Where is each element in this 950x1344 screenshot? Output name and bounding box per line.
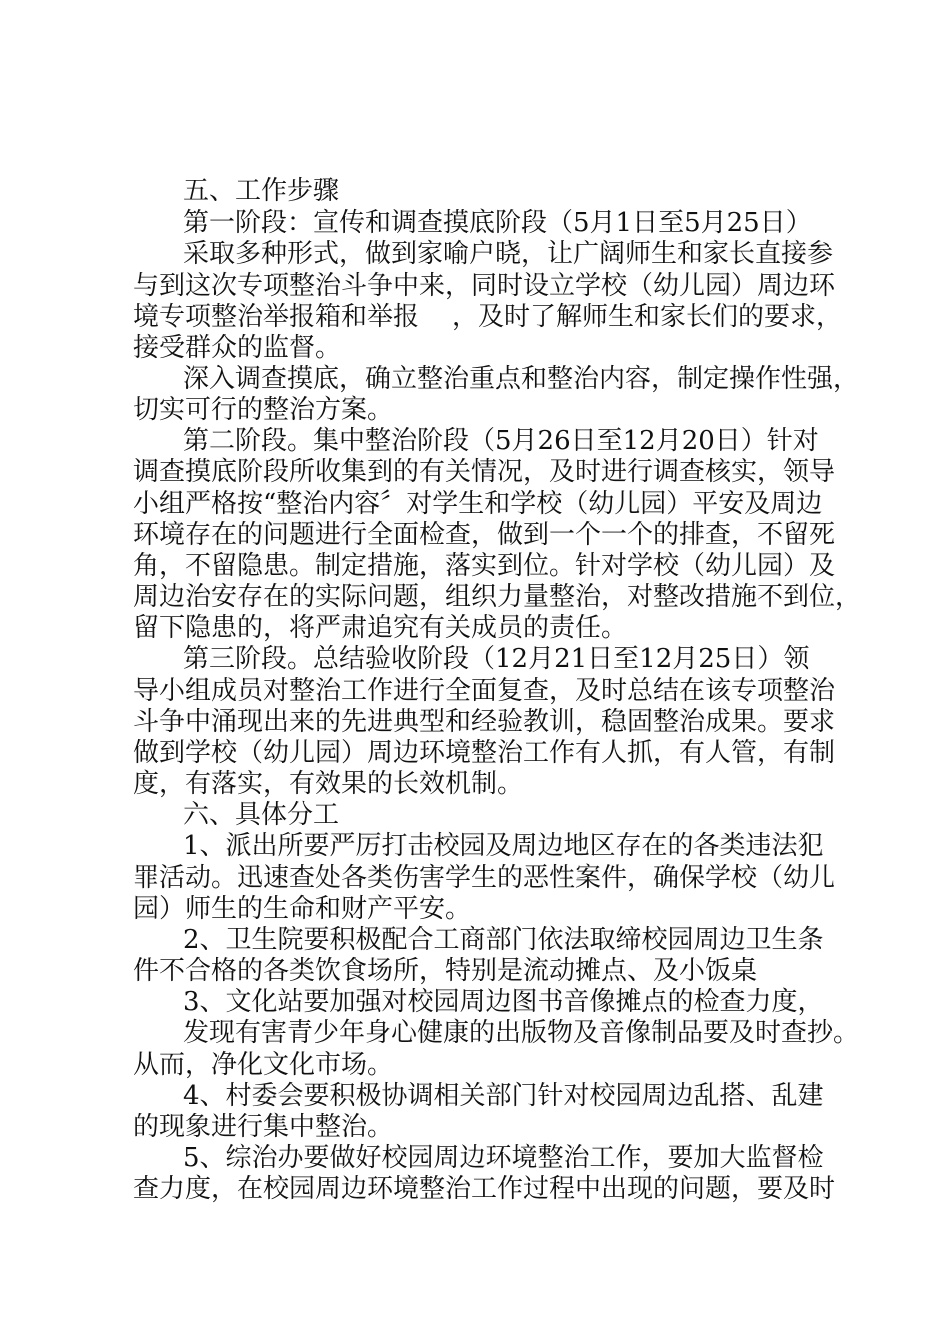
paragraph-line: 角，不留隐患。制定措施，落实到位。针对学校（幼儿园）及 (133, 551, 836, 581)
paragraph-line: 斗争中涌现出来的先进典型和经验教训，稳固整治成果。要求 (133, 707, 836, 737)
paragraph-line: 罪活动。迅速查处各类伤害学生的恶性案件，确保学校（幼儿 (133, 863, 836, 893)
section-heading: 六、具体分工 (183, 800, 340, 830)
paragraph-line: 留下隐患的，将严肃追究有关成员的责任。 (133, 613, 628, 643)
paragraph-line: 发现有害青少年身心健康的出版物及音像制品要及时查抄。 (183, 1018, 860, 1048)
paragraph-line: 3、文化站要加强对校园周边图书音像摊点的检查力度， (183, 987, 824, 1017)
paragraph-line: 第三阶段。总结验收阶段（12月21日至12月25日）领 (183, 644, 810, 674)
paragraph-line: 小组严格按“整治内容〞对学生和学校（幼儿园）平安及周边 (133, 489, 823, 519)
paragraph-line: 件不合格的各类饮食场所，特别是流动摊点、及小饭桌 (133, 956, 758, 986)
paragraph-line: 从而，净化文化市场。 (133, 1050, 394, 1080)
paragraph-line: 5、综治办要做好校园周边环境整治工作，要加大监督检 (183, 1143, 824, 1173)
paragraph-line: 采取多种形式，做到家喻户晓，让广阔师生和家长直接参 (183, 239, 834, 269)
paragraph-line: 做到学校（幼儿园）周边环境整治工作有人抓，有人管，有制 (133, 738, 836, 768)
paragraph-line: 的现象进行集中整治。 (133, 1112, 394, 1142)
paragraph-line: 切实可行的整治方案。 (133, 395, 394, 425)
section-heading: 五、工作步骤 (183, 176, 340, 206)
paragraph-line: 2、卫生院要积极配合工商部门依法取缔校园周边卫生条 (183, 925, 824, 955)
paragraph-line: 周边治安存在的实际问题，组织力量整治，对整改措施不到位， (133, 582, 862, 612)
paragraph-line: 调查摸底阶段所收集到的有关情况，及时进行调查核实，领导 (133, 457, 836, 487)
paragraph-line: 境专项整治举报箱和举报 ，及时了解师生和家长们的要求， (133, 302, 843, 332)
paragraph-line: 园）师生的生命和财产平安。 (133, 894, 472, 924)
paragraph-line: 与到这次专项整治斗争中来，同时设立学校（幼儿园）周边环 (133, 271, 836, 301)
paragraph-line: 4、村委会要积极协调相关部门针对校园周边乱搭、乱建 (183, 1081, 824, 1111)
paragraph-line: 导小组成员对整治工作进行全面复查，及时总结在该专项整治 (133, 676, 836, 706)
paragraph-line: 接受群众的监督。 (133, 333, 342, 363)
paragraph-line: 度，有落实，有效果的长效机制。 (133, 769, 524, 799)
paragraph-line: 环境存在的问题进行全面检查，做到一个一个的排查，不留死 (133, 520, 836, 550)
paragraph-line: 第二阶段。集中整治阶段（5月26日至12月20日）针对 (183, 426, 819, 456)
paragraph-line: 1、派出所要严厉打击校园及周边地区存在的各类违法犯 (183, 831, 824, 861)
paragraph-line: 第一阶段：宣传和调查摸底阶段（5月1日至5月25日） (183, 208, 812, 238)
paragraph-line: 深入调查摸底，确立整治重点和整治内容，制定操作性强， (183, 364, 860, 394)
paragraph-line: 查力度，在校园周边环境整治工作过程中出现的问题，要及时 (133, 1174, 836, 1204)
